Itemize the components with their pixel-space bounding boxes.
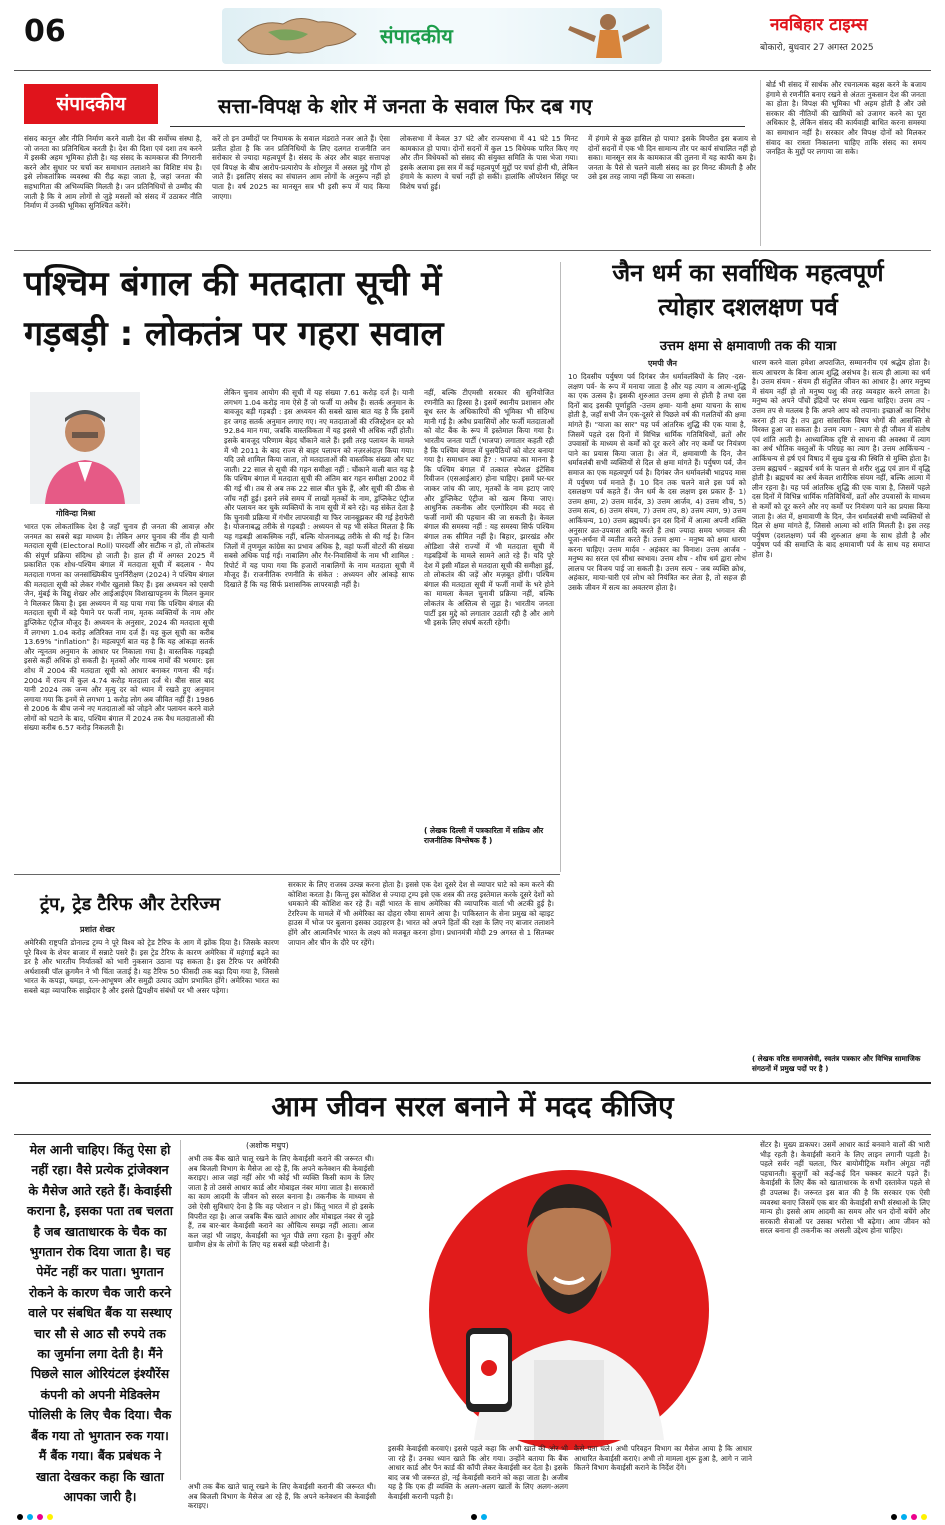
editorial-column-4: में हंगामे से कुछ हासिल हो पाया? इसके विपरीत इस बजाय से दोनों सदनों में एक भी दिन सामान्य तौर पर कार्य संचालित नहीं हो सका। मानसून सत्र के कामकाज की तुलना में यह काफी कम है। जनता के पैसे से चलने वाली संसद का हर मिनट कीमती है और उसे इस तरह जाया नहीं किया जा सकता। [588,134,756,182]
article2-column-2: धारण करने वाला हमेशा अपराजित, सम्माननीय एवं श्रद्धेय होता है। सत्य आचरण के बिना आत्म शुद्धि असंभव है। सत्य ही आत्मा का धर्म है। उत्तम संयम - संयम ही संतुलित जीवन का आधार है। अगर मनुष्य में संयम नहीं हो तो मनुष्य पशु की तरह व्यवहार करने लगता है। मनुष्य को अपने पाँचों इंद्रियों पर संयम रखना चाहिए। उत्तम तप - उत्तम तप से मतलब है कि अपने आप को तपाना। इच्छाओं का निरोध करना ही तप है। तप द्वारा सांसारिक विषय भोगों की आसक्ति से विरक्त हुआ जा सकता है। उत्तम त्याग - त्याग से ही जीवन में संतोष एवं शांति आती है। आध्यात्मिक दृष्टि से साधना की अवस्था में त्याग का अर्थ भौतिक वस्तुओं के परिग्रह का त्याग है। उत्तम आकिंचन्य - आकिंचन्य से हर्ष एवं विषाद में सुख दुःख की स्थिति से मुक्ति होता है। उत्तम ब्रह्मचर्य - ब्रह्मचर्य धर्म के पालन से शरीर शुद्ध एवं ज्ञान में वृद्धि होती है। ब्रह्मचर्य का अर्थ केवल शारीरिक संयम नहीं, बल्कि आत्मा में लीन रहना है। यह पर्व आंतरिक शुद्धि की एक यात्रा है, जिसमें पहले दस दिनों में विभिन्न धार्मिक गतिविधियों, व्रतों और उपवासों के माध्यम से कर्मों को दूर करने और नए कर्मों पर नियंत्रण पाने का प्रयास किया जाता है। अंत में, क्षमावाणी के दिन, जैन धर्मावलंबी सभी व्यक्तियों से दिल से क्षमा मांगते हैं, जिससे आत्मा को शांति मिलती है। इस तरह पर्युषण (दशलक्षण) पर्व की शुरुआत क्षमा के साथ होती है और पर्युषण पर्व की समाप्ति के बाद क्षमावाणी पर्व के साथ यह समाप्त होता है। [752,358,930,559]
editorial-bottom-rule [14,250,931,251]
page-number: 06 [24,14,66,49]
print-registration-marks [14,1506,931,1514]
advert-byline: (अशोक मधुप) [246,1141,289,1150]
header-figure-illustration [530,8,660,64]
article1-headline-line1: पश्चिम बंगाल की मतदाता सूची में [24,264,442,304]
editorial-label-text: संपादकीय [56,93,126,115]
advert-column-1: अभी तक बैंक खाते चालू रखने के लिए केवाईसी कराने की जरूरत थी। अब बिजली विभाग के मैसेज आ रहे हैं, कि अपने कनेक्शन की केवाईसी कराइए। आज जहां नहीं ओर भी कोई भी व्यक्ति किसी काम के लिए जाता है तो उससे आधार कार्ड और मोबाइल नंबर मांगा जाता है। सरकारों का काम आदमी के जीवन को सरल बनाना है। तकनीक के माध्यम से उसे ऐसी सुविधाएं देना है कि वह परेशान न हो। किंतु भारत में हो इसके विपरीत रहा है। आज जबकि बैंक खाते आधार और मोबाइल नंबर से जुड़े हैं, तब बार-बार केवाईसी कराने का औचित्य समझ नहीं आता। आज कल जहां भी जाइए, केवाईसी का भूत पीछे लगा रहता है। बुजुर्ग और ग्रामीण क्षेत्र के लोगों के लिए यह सबसे बड़ी परेशानी है। [188,1154,374,1250]
advert-quote-divider [180,1140,181,1480]
article2-bio: ( लेखक वरिष्ठ समाजसेवी, स्वतंत्र पत्रकार और विभिन्न सामाजिक संगठनों में प्रमुख पदों पर है ) [752,1054,921,1073]
article1-column-2: लेकिन चुनाव आयोग की सूची में यह संख्या 7.61 करोड़ दर्ज है। यानी लगभग 1.04 करोड़ नाम ऐसे हैं जो फर्जी या अवैध हैं। सतर्क अनुमान के बावजूद बड़ी गड़बड़ी : इस अध्ययन की सबसे खास बात यह है कि इसमें हर जगह सतर्क अनुमान लगाए गए। नए मतदाताओं की रजिस्ट्रेशन दर को 92.84 मान गया, जबकि वास्तविकता में यह इससे भी अधिक नहीं होती। इसके बावजूद परिणाम बेहद चौंकाने वाले हैं। इसी तरह पलायन के मामले में भी 2011 के बाद राज्य से बाहर पलायन को नज़रअंदाज़ किया गया। यदि उसे शामिल किया जाता, तो मतदाताओं की वास्तविक संख्या और घट जाती। 22 साल से सूची की गहन समीक्षा नहीं : चौंकाने वाली बात यह है कि पश्चिम बंगाल में मतदाता सूची की अंतिम बार गहन समीक्षा 2002 में की गई थी। तब से अब तक 22 साल बीत चुके हैं, और सूची की ठीक से जाँच नहीं हुई। इसने लंबे समय में लाखों मृतकों के नाम, डुप्लिकेट एंट्रीज और पलायन कर चुके व्यक्तियों के नाम सूची में बने रहे। यह संकेत देता है कि चुनावी प्रक्रिया में गंभीर लापरवाही या फिर जानबूझकर की गई हेराफेरी है। योजनाबद्ध तरीके से गड़बड़ी : अध्ययन से यह भी संकेत मिलता है कि यह गड़बड़ी आकस्मिक नहीं, बल्कि योजनाबद्ध तरीके से की गई है। जिन जिलों में तृणमूल कांग्रेस का प्रभाव अधिक है, वहां फर्जी वोटरों की संख्या सबसे अधिक पाई गई। नाबालिग और गैर-निवासियों के नाम भी शामिल : रिपोर्ट में यह पाया गया कि हजारों नाबालिगों के नाम मतदाता सूची में मौजूद हैं। राजनीतिक रणनीति के संकेत : अध्ययन और आंकड़े साफ दिखाते हैं कि यह सिर्फ प्रशासनिक लापरवाही नहीं है। [224,388,414,589]
editorial-column-5: बोर्ड भी संसद में सार्थक और रचनात्मक बहस करने के बजाय हंगामे से रणनीति बनाए रखने से अंततः नुकसान देश की जनता का होता है। विपक्ष की भूमिका भी अहम होती है और उसे सरकार की नीतियों की खामियों को उजागर करने का पूरा अधिकार है, लेकिन संसद की कार्यवाही बाधित करना समस्या का समाधान नहीं है। सरकार और विपक्ष दोनों को मिलकर संवाद का रास्ता निकालना चाहिए ताकि संसद का समय जनहित के मुद्दों पर लगाया जा सके। [766,80,926,157]
section-title: संपादकीय [380,24,453,48]
article3-column-2: सरकार के लिए राजस्व उत्पन्न करना होता है। इससे एक देश दूसरे देश से व्यापार घाटे को कम करने की कोशिश करता है। किन्तु इस कोशिश से ज्यादा ट्रम्प इसे एक शस्त्र की तरह इस्तेमाल करके दूसरे देशों को धमकाने की कोशिश कर रहे हैं। वहीं भारत के साथ अमेरिका की व्यापारिक वार्ता भी अटकी हुई है। टेररिज्म के मामले में भी अमेरिका का दोहरा रवैया सामने आया है। पाकिस्तान के सेना प्रमुख को व्हाइट हाउस में भोज पर बुलाना इसका उदाहरण है। भारत को अपने हितों की रक्षा के लिए नए बाजार तलाशने होंगे और आत्मनिर्भर भारत के लक्ष्य को मजबूत करना होगा। प्रधानमंत्री मोदी 29 अगस्त से 1 सितम्बर जापान और चीन के दौरे पर रहेंगे। [288,880,554,947]
article2-column-1: 10 दिवसीय पर्युषण पर्व दिगंबर जैन धर्मावलंबियों के लिए -दस-लक्षण पर्व- के रूप में मनाया जाता है और यह त्याग व आत्म-शुद्धि का एक उत्सव है। इसकी शुरुआत उत्तम क्षमा से होती है तथा दस दिनों बाद इसकी पूर्णाहुति -उत्तम क्षमा- यानी क्षमा याचना के साथ होती है, जहाँ सभी जैन एक-दूसरे से पिछले वर्ष की गलतियों की क्षमा मांगते हैं। "याजा का सार" यह पर्व आंतरिक शुद्धि की एक यात्रा है, जिसमें पहले दस दिनों में विभिन्न धार्मिक गतिविधियों, व्रतों और उपवासों के माध्यम से कर्मों को दूर करने और नए कर्मों पर नियंत्रण पाने का प्रयास किया जाता है। अंत में, क्षमावाणी के दिन, जैन धर्मावलंबी सभी व्यक्तियों से दिल से क्षमा मांगते हैं। पर्युषण पर्व, जैन समाज का एक महत्वपूर्ण पर्व है। दिगंबर जैन धर्मावलंबी भाद्रपद मास में पर्युषण पर्व मनाते हैं। 10 दिन तक चलने वाले इस पर्व को दसलक्षण पर्व कहते हैं। जैन धर्म के दस लक्षण इस प्रकार हैं- 1) उत्तम क्षमा, 2) उत्तम मार्दव, 3) उत्तम आर्जव, 4) उत्तम शौच, 5) उत्तम सत्य, 6) उत्तम संयम, 7) उत्तम तप, 8) उत्तम त्याग, 9) उत्तम आकिंचन्य, 10) उत्तम ब्रह्मचर्य। इन दस दिनों में आत्मा अपनी शक्ति अनुसार व्रत-उपवास आदि करते हैं तथा ज्यादा समय भगवान की पूजा-अर्चना में व्यतीत करते हैं। उत्तम क्षमा - मनुष्य को क्षमा धारण करना चाहिए। उत्तम मार्दव - अहंकार का विनाश। उत्तम आर्जव - मनुष्य का सरल एवं सीधा स्वभाव। उत्तम शौच - शौच धर्म द्वारा लोभ लालच पर विजय पाई जा सकती है। उत्तम सत्य - जब व्यक्ति क्रोध, अहंकार, माया-चारी एवं लोभ को नियंत्रित कर लेता है, तो सहज ही उसके जीवन में सत्य का अवतरण होता है। [568,372,746,593]
advert-photo [384,1140,754,1440]
advert-bottom-left: अभी तक बैंक खाते चालू रखने के लिए केवाईसी करानी की जरूरत थी। अब बिजली विभाग के मैसेज आ रहे हैं, कि अपने कनेक्शन की केवाईसी कराइए। [188,1482,376,1511]
advert-column-3: सेंटर है। मुख्य डाकघर। उसमें आधार कार्ड बनवाने वालों की भारी भीड़ रहती है। केवाईसी कराने के लिए लाइन लगानी पड़ती है। पहले सर्वर नहीं चलता, फिर बायोमीट्रिक मशीन अंगूठा नहीं पहचानती। बुजुर्गों को कई-कई दिन चक्कर काटने पड़ते हैं। केवाईसी के लिए बैंक को खाताधारक के सभी दस्तावेज पहले से ही उपलब्ध हैं। जरूरत इस बात की है कि सरकार एक ऐसी व्यवस्था बनाए जिसमें एक बार की केवाईसी सभी संस्थाओं के लिए मान्य हो। इससे आम आदमी का समय और धन दोनों बचेंगे और सरकारी सेवाओं पर उसका भरोसा भी बढ़ेगा। आम जीवन को सरल बनाना ही तकनीक का असली उद्देश्य होना चाहिए। [760,1140,930,1236]
article1-column-1: भारत एक लोकतांत्रिक देश है जहाँ चुनाव ही जनता की आवाज़ और जनमत का सबसे बड़ा माध्यम है। लेकिन अगर चुनाव की नींव ही यानी मतदाता सूची (Electoral Roll) पारदर्शी और सटीक न हो, तो लोकतंत्र की संपूर्ण प्रक्रिया संदिग्ध हो जाती है। हाल ही में अगस्त 2025 में प्रकाशित एक शोध-पश्चिम बंगाल में मतदाता सूची में बदलाव - मैप मतदाता गणना का जनसांख्यिकीय पुनर्निरीक्षण (2024) ने पश्चिम बंगाल की मतदाता सूची को लेकर गंभीर खुलासे किए हैं। इस अध्ययन को एसपी जैन, मुंबई के विद्यु शेखर और आईआईएम विशाखापट्टनम के मिलन कुमार ने मिलकर किया है। इस अध्ययन में यह पाया गया कि पश्चिम बंगाल की मतदाता सूची में बड़े पैमाने पर फर्जी नाम, मृतक व्यक्तियों के नाम और डुप्लिकेट एंट्रीज मौजूद हैं। अध्ययन के अनुसार, 2024 की मतदाता सूची में लगभग 1.04 करोड़ अतिरिक्त नाम दर्ज हैं। यह कुल सूची का करीब 13.69% "inflation" है। महत्वपूर्ण बात यह है कि यह आंकड़ा सतर्क और न्यूनतम अनुमान के आधार पर निकाला गया है। वास्तविक गड़बड़ी इससे कहीं अधिक हो सकती है। मृतकों और गायब नामों की भरमार: इस शोध में 2004 की मतदाता सूची को आधार बनाकर गणना की गई। 2004 में राज्य में कुल 4.74 करोड़ मतदाता दर्ज थे। बीस साल बाद यानी 2024 तक जन्म और मृत्यु दर को ध्यान में रखते हुए अनुमान लगाया गया कि इनमें से लगभग 1 करोड़ लोग अब जीवित नहीं हैं। 1986 से 2006 के बीच जन्मे नए मतदाताओं को जोड़ने और पलायन करने वाले लोगों को घटाने के बाद, पश्चिम बंगाल में 2024 तक वैध मतदाताओं की संख्या करीब 6.57 करोड़ निकलती है। [24,522,214,733]
advert-headline: आम जीवन सरल बनाने में मदद कीजिए [271,1090,674,1123]
editorial-headline: सत्ता-विपक्ष के शोर में जनता के सवाल फिर दब गए [218,94,593,118]
article1-bio: ( लेखक दिल्ली में पत्रकारिता में सक्रिय और राजनीतिक विश्लेषक हैं ) [424,826,544,845]
article3-author: प्रशांत शेखर [80,925,115,934]
article3-column-1: अमेरिकी राष्ट्रपति डोनाल्ड ट्रम्प ने पूरे विश्व को ट्रेड टैरिफ के आग में झोंक दिया है। जिसके कारण पूरे विश्व के शेयर बाजार में सन्नाटे पसरे हैं। इस ट्रेड टैरिफ के कारण अमेरिका में महंगाई बढ़ने का डर है और भारतीय निर्यातकों को भारी नुकसान उठाना पड़ सकता है। इस टैरिफ पर अमेरिकी अर्थशास्त्री पॉल क्रुगमैन ने भी चिंता जताई है। यह टैरिफ 50 फीसदी तक बढ़ा दिया गया है, जिससे भारत के कपड़ा, चमड़ा, रत्न-आभूषण और समुद्री उत्पाद उद्योग प्रभावित होंगे। अमेरिका भारत का सबसे बड़ा व्यापारिक साझेदार है और इससे द्विपक्षीय संबंधों पर भी असर पड़ेगा। [24,938,279,995]
article2-author: एमपी जैन [648,359,677,368]
brand-name: नवबिहार टाइम्स [770,15,868,35]
article-divider [560,262,561,872]
article2-subhead: उत्तम क्षमा से क्षमावाणी तक की यात्रा [659,339,837,354]
editorial-column-3: लोकसभा में केवल 37 घंटे और राज्यसभा में 41 घंटे 15 मिनट कामकाज हो पाया। दोनों सदनों में कुल 15 विधेयक पारित किए गए और तीन विधेयकों को संसद की संयुक्त समिति के पास भेजा गया। इसके अलावा इस सत्र में कई महत्वपूर्ण मुद्दों पर चर्चा होनी थी, लेकिन हंगामे के कारण वे चर्चा नहीं हो सकीं। हालांकि ऑपरेशन सिंदूर पर विशेष चर्चा हुई। [400,134,578,191]
article2-headline-line1: जैन धर्म का सर्वाधिक महत्वपूर्ण [612,259,884,287]
article1-author: गोविन्दा मिश्रा [56,509,96,518]
header-india-map-illustration [228,10,368,62]
editorial-column-2: करें तो इन उम्मीदों पर नियामक के सवाल मंडराते नजर आते हैं। ऐसा प्रतीत होता है कि जन प्रतिनिधियों के लिए दलगत राजनीति जन सरोकार से ज्यादा महत्वपूर्ण है। संसद के अंदर और बाहर सत्तापक्ष एवं विपक्ष के बीच आरोप-प्रत्यारोप के शोरगुल में असल मुद्दे गौण हो जाते हैं। इसलिए संसद का संचालन आम लोगों के अनुरूप नहीं हो पाता है। वर्ष 2025 का मानसून सत्र भी इसी रूप में याद किया जाएगा। [212,134,390,201]
dateline: बोकारो, बुधवार 27 अगस्त 2025 [760,43,874,53]
editorial-label [24,84,158,124]
article2-headline-line2: त्योहार दशलक्षण पर्व [658,293,838,321]
article3-top-rule [14,874,560,875]
editorial-headline-rule [170,126,745,127]
article3-headline: ट्रंप, ट्रेड टैरिफ और टेररिज्म [40,894,221,915]
article1-headline-line2: गड़बड़ी : लोकतंत्र पर गहरा सवाल [24,314,444,354]
advert-column-2: इसकी केवाईसी करवाएं। इससे पहले कहा कि अभी खाते की ओर भी जा रहे हैं। उनका ध्यान खाते कि ओर गया। उन्होंने बताया कि बैंक आधार कार्ड और पैन कार्ड की कॉपी लेकर केवाईसी कर देता है। इसके बाद जब भी जरूरत हो, नई केवाईसी कराने को कहा जाता है। अजीब यह है कि एक ही व्यक्ति के अलग-अलग खातों के लिए अलग-अलग केवाईसी करानी पड़ती है। [388,1444,568,1501]
advert-bottom-right: कैसे पता चले। अभी परिवहन विभाग का मैसेज आया है कि आधार आधारित केवाईसी कराएं। अभी तो मामला शुरू हुआ है, आगे न जाने कितने विभाग केवाईसी कराने के निर्देश देंगे। [574,1444,752,1473]
editorial-column-1: संसद कानून और नीति निर्माण करने वाली देश की सर्वोच्च संस्था है, जो जनता का प्रतिनिधित्व करती है। देश की दिशा एवं दशा तय करने में इसकी अहम भूमिका होती है। यह संसद के कामकाज की निगरानी करने और सुधार पर चर्चा कर समाधान तलाशने का विशिष्ट मंच है। इसे लोकतांत्रिक व्यवस्था की रीढ़ कहा जाता है, जहां जनता की सहभागिता की अभिव्यक्ति मिलती है। जन प्रतिनिधियों से उम्मीद की जाती है कि वे आम लोगों से जुड़े मसलों को संसद में उठाकर नीति निर्माण में उनकी भूमिका सुनिश्चित करेंगे। [24,134,202,211]
advert-quote: मेल आनी चाहिए। किंतु ऐसा हो नहीं रहा। वैसे प्रत्येक ट्रांजेक्शन के मैसेज आते रहते हैं। केवाईसी कराना है, इसका पता तब चलता है जब खाताधारक के चैक का भुगतान रोक दिया जाता है। चह पेमेंट नहीं कर पाता। भुगतान रोकने के कारण चैक जारी करने वाले पर संबधित बैंक या सस्थाए चार सौ से आठ सौ रुपये तक का जुर्माना लगा देती है। मैंने पिछले साल ओरियंटल इंश्यौरेंस कंपनी को अपनी मेडिक्लेम पोलिसी के लिए चैक दिया। चैक बैंक गया तो भुगतान रुक गया। मैं बैंक गया। बैंक प्रबंधक ने खाता देखकर कहा कि खाता आपका जारी है। [27,1142,173,1504]
editorial-divider [760,80,761,246]
header-divider [14,70,931,71]
article1-column-3: नहीं, बल्कि टीएमसी सरकार की सुनियोजित रणनीति का हिस्सा है। इसमें स्थानीय प्रशासन और बूथ स्तर के अधिकारियों की भूमिका भी संदिग्ध मानी गई है। अवैध प्रवासियों और फर्जी मतदाताओं को वोट बैंक के रूप में इस्तेमाल किया गया है। भारतीय जनता पार्टी (भाजपा) लगातार कहती रही है कि पश्चिम बंगाल में घुसपैठियों को वोटर बनाया गया है। समाधान क्या है? : भाजपा का मानना है कि पश्चिम बंगाल में तत्काल स्पेशल इंटेंसिव रिवीजन (एसआईआर) होना चाहिए। इसमें घर-घर जाकर जांच की जाए, मृतकों के नाम हटाए जाएं और डुप्लिकेट एंट्रीज को खत्म किया जाए। आधुनिक तकनीक और एल्गोरिदम की मदद से फर्जी नामों की पहचान की जा सकती है। केवल बंगाल की समस्या नहीं : यह समस्या सिर्फ पश्चिम बंगाल तक सीमित नहीं है। बिहार, झारखंड और ओडिशा जैसे राज्यों में भी मतदाता सूची में गड़बड़ियों के मामले सामने आते रहे हैं। यदि पूरे देश में इसी मॉडल से मतदाता सूची की समीक्षा हुई, तो लोकतंत्र की जड़ें और मज़बूत होंगी। पश्चिम बंगाल की मतदाता सूची में फर्जी नामों के भरे होने का मामला केवल चुनावी प्रक्रिया नहीं, बल्कि लोकतंत्र के अस्तित्व से जुड़ा है। भारतीय जनता पार्टी इस मुद्दे को लगातार उठाती रही है और आगे भी इसके लिए संघर्ष करती रहेगी। [424,388,554,628]
author-photo [30,392,140,504]
